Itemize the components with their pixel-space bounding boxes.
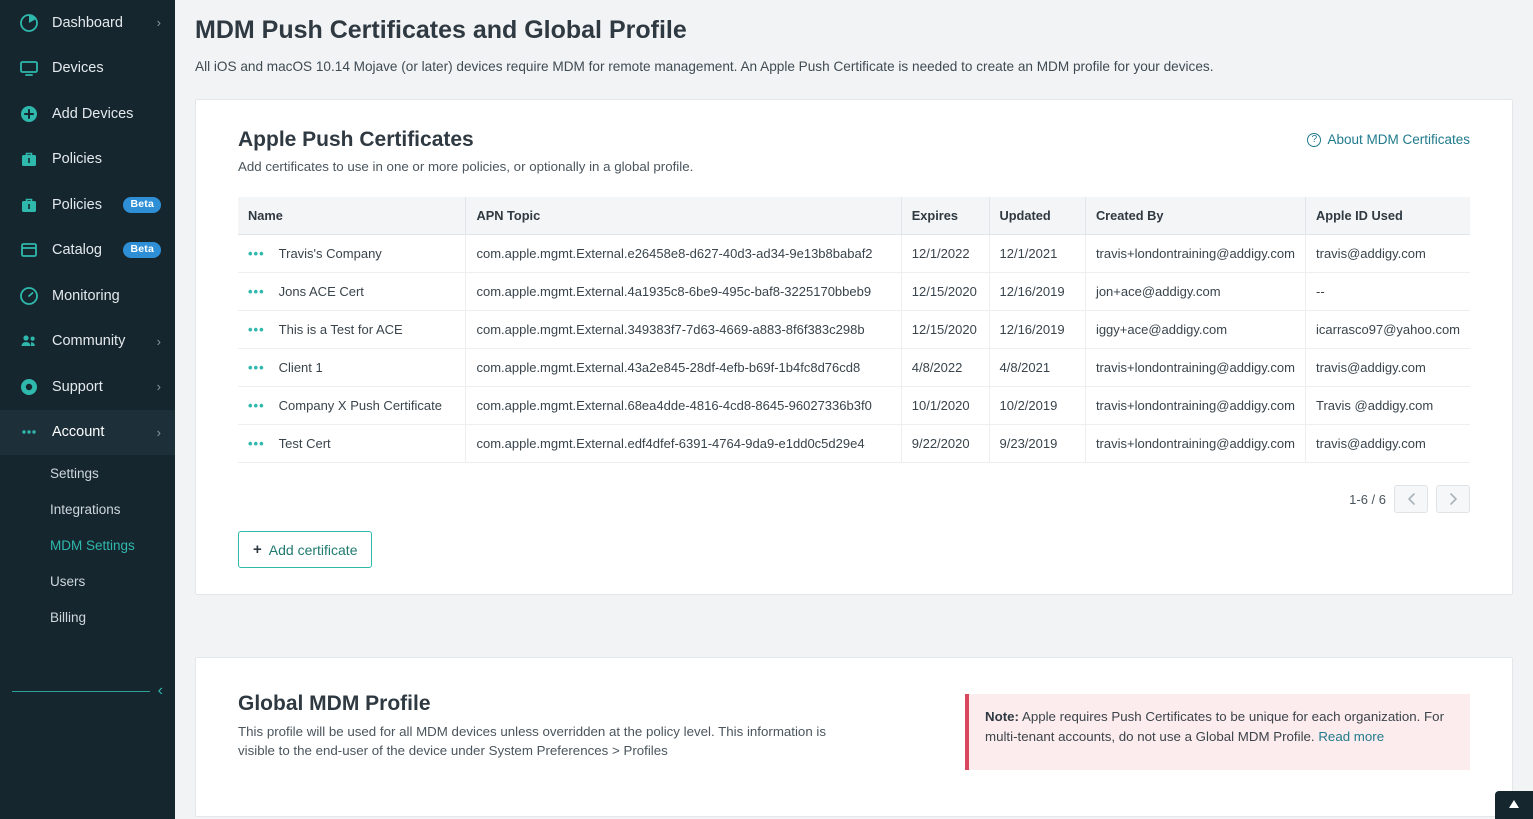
pagination xyxy=(238,485,1470,513)
card-title: Apple Push Certificates xyxy=(238,128,474,151)
pagination-range: 1-6 / 6 xyxy=(1349,491,1386,507)
sidebar-subitem-label: Settings xyxy=(50,465,99,481)
sidebar-item-integrations[interactable] xyxy=(0,491,175,527)
sidebar-item-add-devices[interactable] xyxy=(0,91,175,137)
sidebar-subitem-label: Integrations xyxy=(50,501,121,517)
row-menu-icon[interactable]: ••• xyxy=(248,322,265,337)
cert-name: This is a Test for ACE xyxy=(278,322,403,337)
row-menu-icon[interactable]: ••• xyxy=(248,436,265,451)
table-body xyxy=(238,235,1470,463)
sidebar-collapse-row xyxy=(0,683,175,699)
sidebar-item-mdm-settings[interactable] xyxy=(0,527,175,563)
table-row[interactable] xyxy=(238,311,1470,349)
row-menu-icon[interactable]: ••• xyxy=(248,246,265,261)
cell-created-by: travis+londontraining@addigy.com xyxy=(1085,387,1305,425)
sidebar-item-support[interactable] xyxy=(0,364,175,410)
cell-name xyxy=(238,387,466,425)
sidebar-subitem-label: Billing xyxy=(50,609,87,625)
beta-badge: Beta xyxy=(123,197,161,213)
beta-badge: Beta xyxy=(123,242,161,258)
cell-name xyxy=(238,425,466,463)
cell-apn-topic: com.apple.mgmt.External.68ea4dde-4816-4cd8-8645-96027336b3f0 xyxy=(466,387,901,425)
sidebar-item-label: Support xyxy=(52,378,103,395)
sidebar-subitem-label: MDM Settings xyxy=(50,537,135,553)
cell-expires: 12/15/2020 xyxy=(901,273,989,311)
row-menu-icon[interactable]: ••• xyxy=(248,398,265,413)
cell-apple-id: travis@addigy.com xyxy=(1306,349,1470,387)
global-mdm-profile-title: Global MDM Profile xyxy=(238,692,431,715)
column-header-name[interactable]: Name xyxy=(238,197,466,235)
sidebar-item-devices[interactable] xyxy=(0,46,175,92)
cell-apple-id: -- xyxy=(1306,273,1470,311)
plus-icon: + xyxy=(253,541,262,558)
monitor-icon xyxy=(18,57,40,79)
sidebar-item-settings[interactable] xyxy=(0,455,175,491)
sidebar-item-policies[interactable] xyxy=(0,137,175,183)
sidebar-item-catalog[interactable] xyxy=(0,228,175,274)
cert-name: Test Cert xyxy=(278,436,331,451)
table-row[interactable] xyxy=(238,387,1470,425)
cell-apple-id: icarrasco97@yahoo.com xyxy=(1306,311,1470,349)
card-header xyxy=(238,128,1470,174)
cell-apple-id: travis@addigy.com xyxy=(1306,425,1470,463)
sidebar-item-community[interactable] xyxy=(0,319,175,365)
cert-name: Company X Push Certificate xyxy=(278,398,442,413)
sidebar-item-label: Policies xyxy=(52,151,102,168)
cell-created-by: iggy+ace@addigy.com xyxy=(1085,311,1305,349)
table-header-row xyxy=(238,197,1470,235)
pagination-prev-button[interactable] xyxy=(1394,485,1428,513)
page-title: MDM Push Certificates and Global Profile xyxy=(195,16,687,44)
cert-name: Jons ACE Cert xyxy=(278,284,364,299)
main-content xyxy=(175,0,1533,819)
sidebar-item-label: Monitoring xyxy=(52,287,120,304)
chevron-right-icon: › xyxy=(156,379,161,395)
page-subtitle: All iOS and macOS 10.14 Mojave (or later) devices require MDM for remote management. An Apple Push Certificate is needed to create an MDM profile for your devices. xyxy=(195,59,1214,74)
global-mdm-profile-card xyxy=(195,657,1513,817)
card-description: Add certificates to use in one or more policies, or optionally in a global profile. xyxy=(238,159,694,174)
sidebar xyxy=(0,0,175,819)
table-row[interactable] xyxy=(238,349,1470,387)
chevron-left-icon[interactable]: ‹ xyxy=(157,682,163,699)
sidebar-item-dashboard[interactable] xyxy=(0,0,175,46)
read-more-link[interactable]: Read more xyxy=(1318,729,1385,744)
people-icon xyxy=(18,330,40,352)
chevron-right-icon: › xyxy=(156,15,161,31)
column-header-updated[interactable]: Updated xyxy=(989,197,1085,235)
sidebar-item-label: Add Devices xyxy=(52,105,134,122)
divider xyxy=(12,691,150,692)
cell-apple-id: travis@addigy.com xyxy=(1306,235,1470,273)
briefcase-icon xyxy=(18,194,40,216)
question-circle-icon: ? xyxy=(1307,133,1321,147)
sidebar-item-label: Dashboard xyxy=(52,14,123,31)
dashboard-icon xyxy=(18,12,40,34)
sidebar-item-billing[interactable] xyxy=(0,599,175,635)
cell-apple-id: Travis @addigy.com xyxy=(1306,387,1470,425)
cell-name xyxy=(238,235,466,273)
cell-created-by: jon+ace@addigy.com xyxy=(1085,273,1305,311)
sidebar-item-users[interactable] xyxy=(0,563,175,599)
cell-updated: 12/1/2021 xyxy=(989,235,1085,273)
note-callout xyxy=(965,694,1470,770)
sidebar-item-account[interactable] xyxy=(0,410,175,456)
lifebuoy-icon xyxy=(18,376,40,398)
table-header xyxy=(238,197,1470,235)
cert-name: Travis's Company xyxy=(278,246,382,261)
cell-created-by: travis+londontraining@addigy.com xyxy=(1085,349,1305,387)
cell-expires: 12/1/2022 xyxy=(901,235,989,273)
global-mdm-profile-text xyxy=(238,692,838,806)
column-header-expires[interactable]: Expires xyxy=(901,197,989,235)
table-row[interactable] xyxy=(238,273,1470,311)
help-icon[interactable] xyxy=(1495,791,1533,819)
briefcase-icon xyxy=(18,148,40,170)
add-certificate-label: Add certificate xyxy=(268,541,358,558)
gauge-icon xyxy=(18,285,40,307)
cell-name xyxy=(238,273,466,311)
certificates-table xyxy=(238,197,1470,463)
plus-circle-icon xyxy=(18,103,40,125)
chevron-right-icon: › xyxy=(156,333,161,349)
cell-expires: 12/15/2020 xyxy=(901,311,989,349)
cell-name xyxy=(238,311,466,349)
pagination-next-button[interactable] xyxy=(1436,485,1470,513)
cell-apn-topic: com.apple.mgmt.External.e26458e8-d627-40d3-ad34-9e13b8babaf2 xyxy=(466,235,901,273)
sidebar-item-label: Community xyxy=(52,333,126,350)
row-menu-icon[interactable]: ••• xyxy=(248,284,265,299)
table-row[interactable] xyxy=(238,425,1470,463)
sidebar-item-label: Devices xyxy=(52,60,104,77)
cell-expires: 10/1/2020 xyxy=(901,387,989,425)
cert-name: Client 1 xyxy=(278,360,323,375)
catalog-icon xyxy=(18,239,40,261)
dots-icon xyxy=(18,421,40,443)
chevron-right-icon: › xyxy=(156,424,161,440)
apple-push-certificates-card xyxy=(195,99,1513,595)
sidebar-item-label: Policies xyxy=(52,196,102,213)
note-label: Note: xyxy=(985,709,1019,724)
cell-updated: 12/16/2019 xyxy=(989,311,1085,349)
cell-apn-topic: com.apple.mgmt.External.43a2e845-28df-4efb-b69f-1b4fc8d76cd8 xyxy=(466,349,901,387)
cell-apn-topic: com.apple.mgmt.External.edf4dfef-6391-4764-9da9-e1dd0c5d29e4 xyxy=(466,425,901,463)
cell-expires: 9/22/2020 xyxy=(901,425,989,463)
cell-updated: 12/16/2019 xyxy=(989,273,1085,311)
sidebar-item-label: Catalog xyxy=(52,242,102,259)
row-menu-icon[interactable]: ••• xyxy=(248,360,265,375)
cell-created-by: travis+londontraining@addigy.com xyxy=(1085,235,1305,273)
cell-apn-topic: com.apple.mgmt.External.349383f7-7d63-4669-a883-8f6f383c298b xyxy=(466,311,901,349)
sidebar-subitem-label: Users xyxy=(50,573,86,589)
about-link-label: About MDM Certificates xyxy=(1327,132,1470,147)
cell-updated: 9/23/2019 xyxy=(989,425,1085,463)
cell-name xyxy=(238,349,466,387)
column-header-created-by[interactable]: Created By xyxy=(1085,197,1305,235)
cell-updated: 4/8/2021 xyxy=(989,349,1085,387)
column-header-apn-topic[interactable]: APN Topic xyxy=(466,197,901,235)
cell-expires: 4/8/2022 xyxy=(901,349,989,387)
cell-created-by: travis+londontraining@addigy.com xyxy=(1085,425,1305,463)
cell-apn-topic: com.apple.mgmt.External.4a1935c8-6be9-495c-baf8-3225170bbeb9 xyxy=(466,273,901,311)
cell-updated: 10/2/2019 xyxy=(989,387,1085,425)
sidebar-item-label: Account xyxy=(52,424,105,441)
sidebar-item-policies-beta[interactable] xyxy=(0,182,175,228)
about-mdm-certificates-link[interactable] xyxy=(1307,128,1470,147)
table-row[interactable] xyxy=(238,235,1470,273)
add-certificate-button[interactable] xyxy=(238,531,372,568)
note-text: Apple requires Push Certificates to be unique for each organization. For multi-tenant accounts, do not use a Global MDM Profile. xyxy=(985,709,1444,744)
global-mdm-profile-description: This profile will be used for all MDM devices unless overridden at the policy level. This information is visible to the end-user of the device under System Preferences > Profiles xyxy=(238,724,827,758)
sidebar-item-monitoring[interactable] xyxy=(0,273,175,319)
column-header-apple-id-used[interactable]: Apple ID Used xyxy=(1306,197,1470,235)
